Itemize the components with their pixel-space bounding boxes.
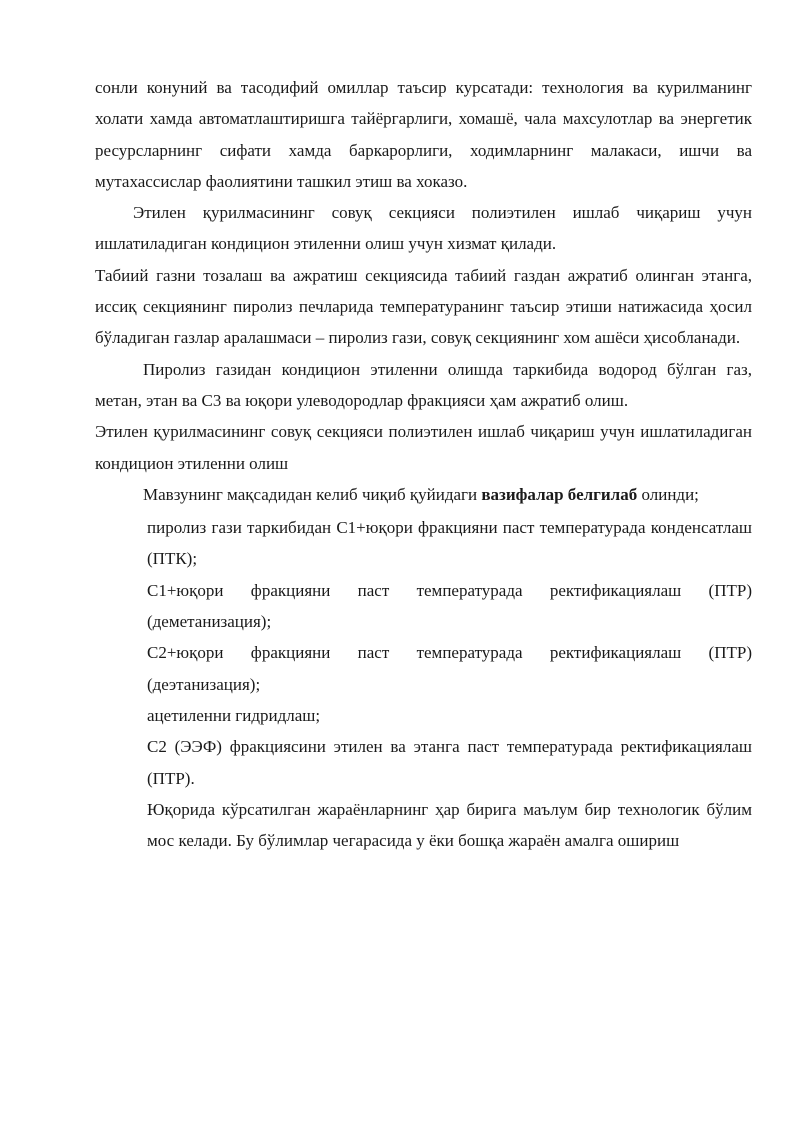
paragraph-continuation: сонли конуний ва тасодифий омиллар таъсир курсатади: технология ва курилманинг холати хамда автоматлаштиришга тайёргарлиги, хомашё, чала махсулотлар ва энергетик ресурсларнинг сифати хамда баркарорлиги, ходимларнинг малакаси, ишчи ва мутахассислар фаолиятини ташкил этиш ва хоказо. [95,78,752,191]
task-item: пиролиз гази таркибидан С1+юқори фракцияни паст температурада конденсатлаш (ПТК); [147,518,752,569]
paragraph-topic: Этилен қурилмасининг совуқ секцияси полиэтилен ишлаб чиқариш учун ишлатиладиган кондицион этиленни олиш [95,422,752,473]
tasks-intro-bold: вазифалар белгилаб [481,484,638,504]
tasks-intro-before: Mавзунинг мақсадидан келиб чиқиб қуйидаги [143,484,482,504]
task-list [147,512,752,856]
task-item: ацетиленни гидридлаш; [147,705,321,725]
task-item: С1+юқори фракцияни паст температурада ректификациялаш (ПТР) (деметанизация); [147,580,752,632]
tasks-intro [95,479,752,510]
paragraph-raw-material: Табиий газни тозалаш ва ажратиш секциясида табиий газдан ажратиб олинган этанга, иссиқ секциянинг пиролиз печларида температуранинг таъсир этиши натижасида ҳосил бўладиган газлар аралашмаси – пиролиз гази, совуқ секциянинг хом ашёси ҳисобланади. [95,265,752,348]
tasks-intro-after: олинди; [637,484,699,504]
paragraph-pyrolysis-gas: Пиролиз газидан кондицион этиленни олишда таркибида водород бўлган газ, метан, этан ва С3 ва юқори улеводородлар фракцияси ҳам ажратиб олиш. [95,359,752,410]
task-item: С2 (ЭЭФ) фракциясини этилен ва этанга паст температурада ректификациялаш (ПТР). [147,737,752,788]
paragraph-cold-section-purpose: Этилен қурилмасининг совуқ секцияси полиэтилен ишлаб чиқариш учун ишлатиладиган кондицион этиленни олиш учун хизмат қилади. [95,203,752,254]
task-item: Юқорида кўрсатилган жараёнларнинг ҳар бирига маълум бир технологик бўлим мос келади. Бу бўлимлар чегарасида у ёки бошқа жараён амалга ошириш [147,799,752,851]
task-item: С2+юқори фракцияни паст температурада ректификациялаш (ПТР) (деэтанизация); [147,643,752,694]
